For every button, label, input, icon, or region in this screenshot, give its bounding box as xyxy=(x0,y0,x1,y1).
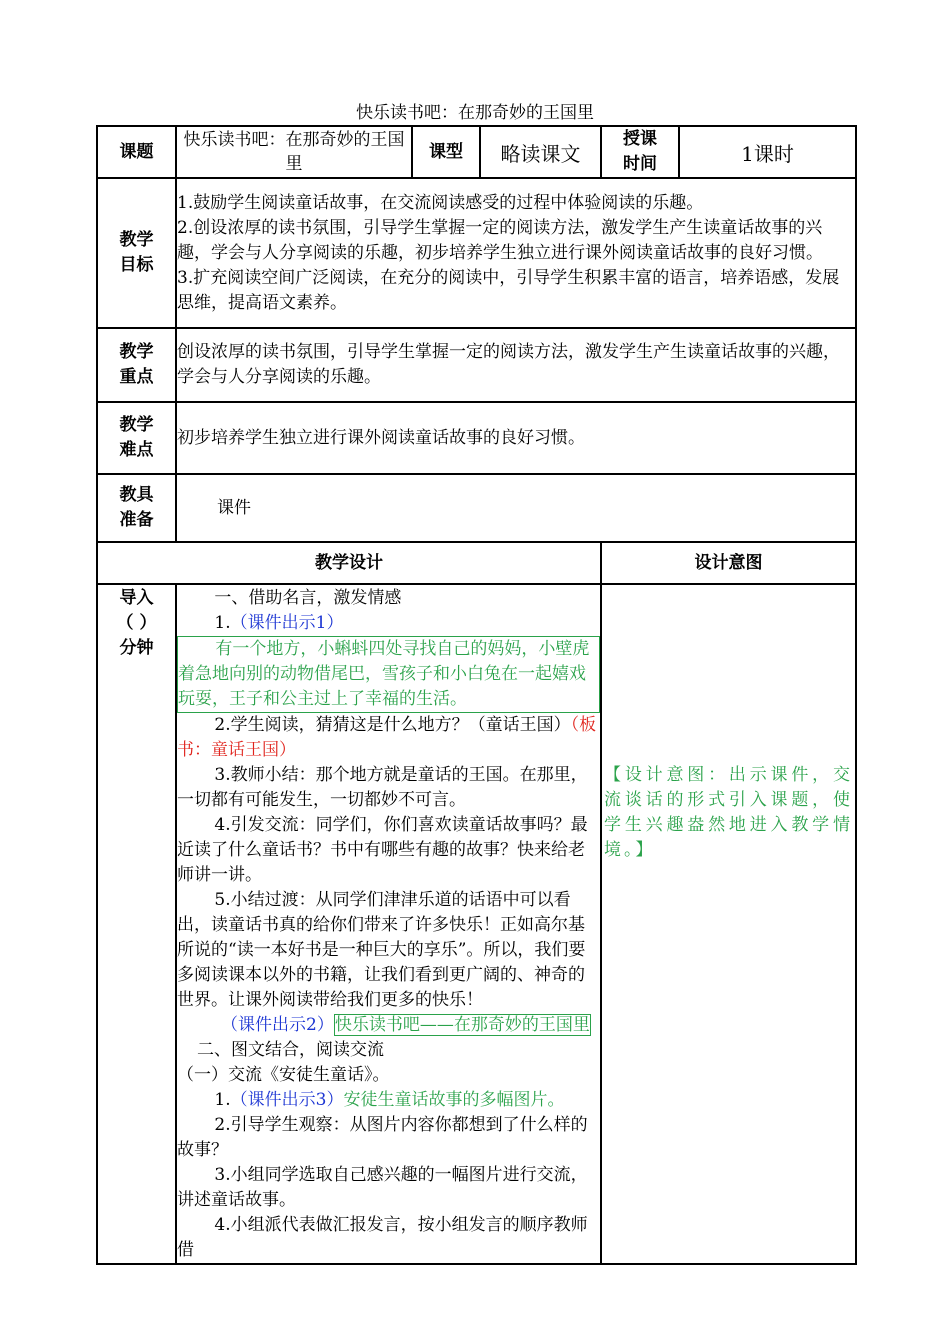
intro-label-line: （ ） xyxy=(116,613,157,633)
intro-label-line: 分钟 xyxy=(119,638,154,658)
slide-tag: （课件出示1） xyxy=(230,613,344,633)
goals-content xyxy=(176,178,856,328)
tools-row xyxy=(97,474,856,542)
step-4: 4.引发交流：同学们，你们喜欢读童话故事吗？最近读了什么童话书？书中有哪些有趣的故事？快来给老师讲一讲。 xyxy=(177,815,588,885)
board-note: （板书：童话王国） xyxy=(177,715,597,760)
type-label: 课型 xyxy=(412,126,480,178)
difficulties-row xyxy=(97,402,856,474)
header-row xyxy=(97,126,856,178)
step-5: 5.小结过渡：从同学们津津乐道的话语中可以看出，读童话书真的给你们带来了许多快乐！正如高尔基所说的“读一本好书是一种巨大的享乐”。所以，我们要多阅读课本以外的书籍，让我们看到更广阔的、神奇的世界。让课外阅读带给我们更多的快乐！ xyxy=(177,890,586,1010)
intro-label-line: 导入 xyxy=(119,588,154,608)
slide-title-box: 快乐读书吧——在那奇妙的王国里 xyxy=(334,1015,590,1035)
intro-label xyxy=(97,584,176,1264)
topic-value: 快乐读书吧：在那奇妙的王国里 xyxy=(176,126,412,178)
goal-item: 2.创设浓厚的读书氛围，引导学生掌握一定的阅读方法，激发学生产生读童话故事的兴趣，学会与人分享阅读的乐趣，初步培养学生独立进行课外阅读童话故事的良好习惯。 xyxy=(177,217,823,263)
intent-label: 设计意图 xyxy=(601,542,856,584)
design-label: 教学设计 xyxy=(97,542,601,584)
goal-item: 3.扩充阅读空间广泛阅读，在充分的阅读中，引导学生积累丰富的语言，培养语感，发展思维，提高语文素养。 xyxy=(177,267,840,313)
step-2 xyxy=(177,713,600,763)
document-title: 快乐读书吧：在那奇妙的王国里 xyxy=(356,103,594,123)
slide-tag: （课件出示2） xyxy=(221,1015,334,1035)
intent-text: 【设计意图：出示课件，交流谈话的形式引入课题，使学生兴趣盎然地进入教学情境。】 xyxy=(604,765,853,860)
step-number: 1. xyxy=(214,613,231,633)
key-points-row xyxy=(97,328,856,402)
goals-row xyxy=(97,178,856,328)
goal-item: 1.鼓励学生阅读童话故事，在交流阅读感受的过程中体验阅读的乐趣。 xyxy=(177,192,704,213)
difficulties-content: 初步培养学生独立进行课外阅读童话故事的良好习惯。 xyxy=(176,402,856,474)
key-points-label: 教学重点 xyxy=(97,328,176,402)
topic-label: 课题 xyxy=(97,126,176,178)
step-number: 1. xyxy=(214,1090,231,1110)
design-header-row xyxy=(97,542,856,584)
goals-label: 教学目标 xyxy=(97,178,176,328)
slide-quote-box: 有一个地方，小蝌蚪四处寻找自己的妈妈，小壁虎着急地向别的动物借尾巴，雪孩子和小白兔在一起嬉戏玩耍，王子和公主过上了幸福的生活。 xyxy=(177,636,600,713)
design-content xyxy=(176,584,601,1264)
type-value: 略读课文 xyxy=(480,126,601,178)
step-2: 2.引导学生观察：从图片内容你都想到了什么样的故事？ xyxy=(177,1115,588,1160)
difficulties-label: 教学难点 xyxy=(97,402,176,474)
intent-content xyxy=(601,584,856,1264)
slide-description: 安徒生童话故事的多幅图片。 xyxy=(343,1090,565,1110)
step-1 xyxy=(177,611,600,636)
intro-row xyxy=(97,584,856,1264)
step-text: 2.学生阅读，猜猜这是什么地方？（童话王国） xyxy=(214,715,571,735)
lesson-plan-table xyxy=(96,125,857,1265)
subsection-title: （一）交流《安徒生童话》。 xyxy=(177,1065,390,1085)
slide-2-line xyxy=(177,1013,600,1038)
section-title: 二、图文结合，阅读交流 xyxy=(197,1040,384,1060)
time-label: 授课时间 xyxy=(601,126,679,178)
section-title: 一、借助名言，激发情感 xyxy=(214,588,402,608)
slide-tag: （课件出示3） xyxy=(230,1090,344,1110)
tools-content: 课件 xyxy=(176,474,856,542)
tools-label: 教具准备 xyxy=(97,474,176,542)
step-3: 3.教师小结：那个地方就是童话的王国。在那里，一切都有可能发生，一切都妙不可言。 xyxy=(177,765,588,810)
step-1 xyxy=(177,1088,600,1113)
key-points-content: 创设浓厚的读书氛围，引导学生掌握一定的阅读方法，激发学生产生读童话故事的兴趣，学会与人分享阅读的乐趣。 xyxy=(176,328,856,402)
step-3: 3.小组同学选取自己感兴趣的一幅图片进行交流，讲述童话故事。 xyxy=(177,1165,588,1210)
time-value: 1课时 xyxy=(679,126,856,178)
step-4: 4.小组派代表做汇报发言，按小组发言的顺序教师借 xyxy=(177,1215,588,1260)
